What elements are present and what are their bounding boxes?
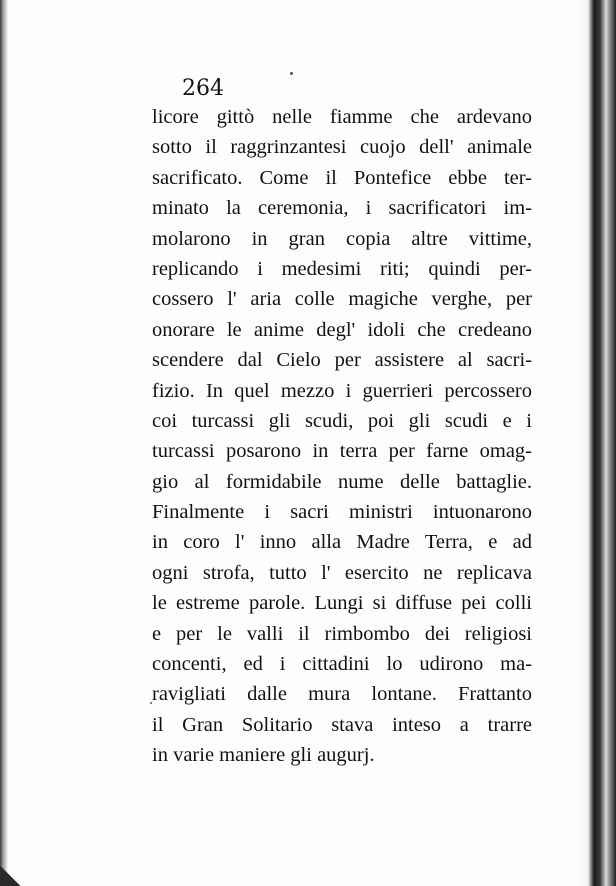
body-text	[152, 102, 532, 771]
text-line: replicando i medesimi riti; quindi per-	[152, 257, 532, 280]
text-line: minato la ceremonia, i sacrificatori im-	[152, 197, 532, 220]
text-line: licore gittò nelle fiamme che ardevano	[152, 106, 532, 128]
text-line: ravigliati dalle mura lontane. Frattanto	[152, 683, 532, 706]
text-line: le estreme parole. Lungi si diffuse pei colli	[152, 592, 532, 615]
text-line: sotto il raggrinzantesi cuojo dell' animale	[152, 136, 532, 159]
text-line: in coro l' inno alla Madre Terra, e ad	[152, 531, 532, 554]
text-line: concenti, ed i cittadini lo udirono ma-	[152, 653, 532, 676]
text-line: sacrificato. Come il Pontefice ebbe ter-	[152, 166, 532, 189]
text-line: cossero l' aria colle magiche verghe, per	[152, 288, 532, 311]
scan-speck	[150, 702, 152, 704]
text-line-last: in varie maniere gli augurj.	[152, 744, 375, 767]
text-line: scendere dal Cielo per assistere al sacri-	[152, 349, 532, 372]
scan-speck	[290, 72, 293, 75]
text-line: gio al formidabile nume delle battaglie.	[152, 470, 532, 493]
text-line: fizio. In quel mezzo i guerrieri percossero	[152, 379, 532, 402]
text-line: il Gran Solitario stava inteso a trarre	[152, 713, 532, 736]
text-line: Finalmente i sacri ministri intuonarono	[152, 501, 532, 524]
text-line: molarono in gran copia altre vittime,	[152, 227, 532, 250]
text-line: onorare le anime degl' idoli che credeano	[152, 318, 532, 341]
text-line: coi turcassi gli scudi, poi gli scudi e i	[152, 409, 532, 432]
text-line: ogni strofa, tutto l' esercito ne replicava	[152, 561, 532, 584]
page-number: 264	[182, 76, 224, 101]
text-line: e per le valli il rimbombo dei religiosi	[152, 622, 532, 645]
text-line: turcassi posarono in terra per farne omag-	[152, 440, 532, 463]
